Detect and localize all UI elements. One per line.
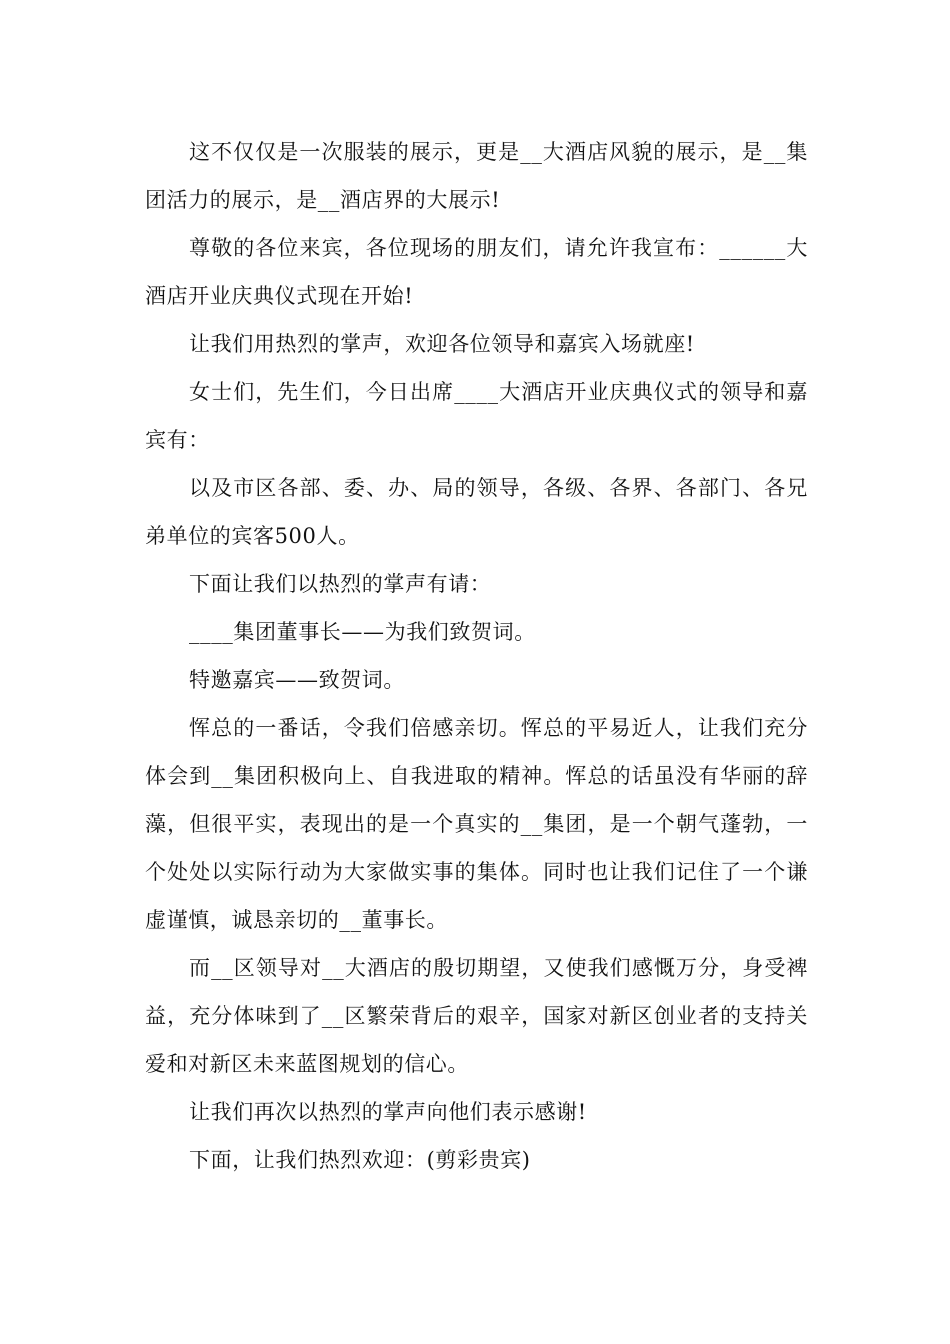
document-body (145, 128, 808, 1184)
paragraph-12: 下面，让我们热烈欢迎：(剪彩贵宾) (189, 1148, 531, 1172)
paragraph-1: 这不仅仅是一次服装的展示，更是__大酒店风貌的展示，是__集团活力的展示，是__酒店界的大展示! (145, 140, 808, 212)
paragraph-11: 让我们再次以热烈的掌声向他们表示感谢! (189, 1100, 587, 1124)
paragraph-3: 让我们用热烈的掌声，欢迎各位领导和嘉宾入场就座! (189, 332, 695, 356)
paragraph-7: ____集团董事长——为我们致贺词。 (189, 620, 536, 644)
paragraph-5: 以及市区各部、委、办、局的领导，各级、各界、各部门、各兄弟单位的宾客500人。 (145, 476, 808, 548)
paragraph-2: 尊敬的各位来宾，各位现场的朋友们，请允许我宣布：______大酒店开业庆典仪式现在开始! (145, 236, 808, 308)
paragraph-10: 而__区领导对__大酒店的殷切期望，又使我们感慨万分，身受裨益，充分体味到了__区繁荣背后的艰辛，国家对新区创业者的支持关爱和对新区未来蓝图规划的信心。 (145, 956, 808, 1076)
paragraph-6: 下面让我们以热烈的掌声有请： (189, 572, 492, 596)
paragraph-4: 女士们，先生们，今日出席____大酒店开业庆典仪式的领导和嘉宾有： (145, 380, 808, 452)
paragraph-8: 特邀嘉宾——致贺词。 (189, 668, 405, 692)
paragraph-9: 恽总的一番话，令我们倍感亲切。恽总的平易近人，让我们充分体会到__集团积极向上、自我进取的精神。恽总的话虽没有华丽的辞藻，但很平实，表现出的是一个真实的__集团，是一个朝气蓬勃，一个处处以实际行动为大家做实事的集体。同时也让我们记住了一个谦虚谨慎，诚恳亲切的__董事长。 (145, 716, 808, 932)
